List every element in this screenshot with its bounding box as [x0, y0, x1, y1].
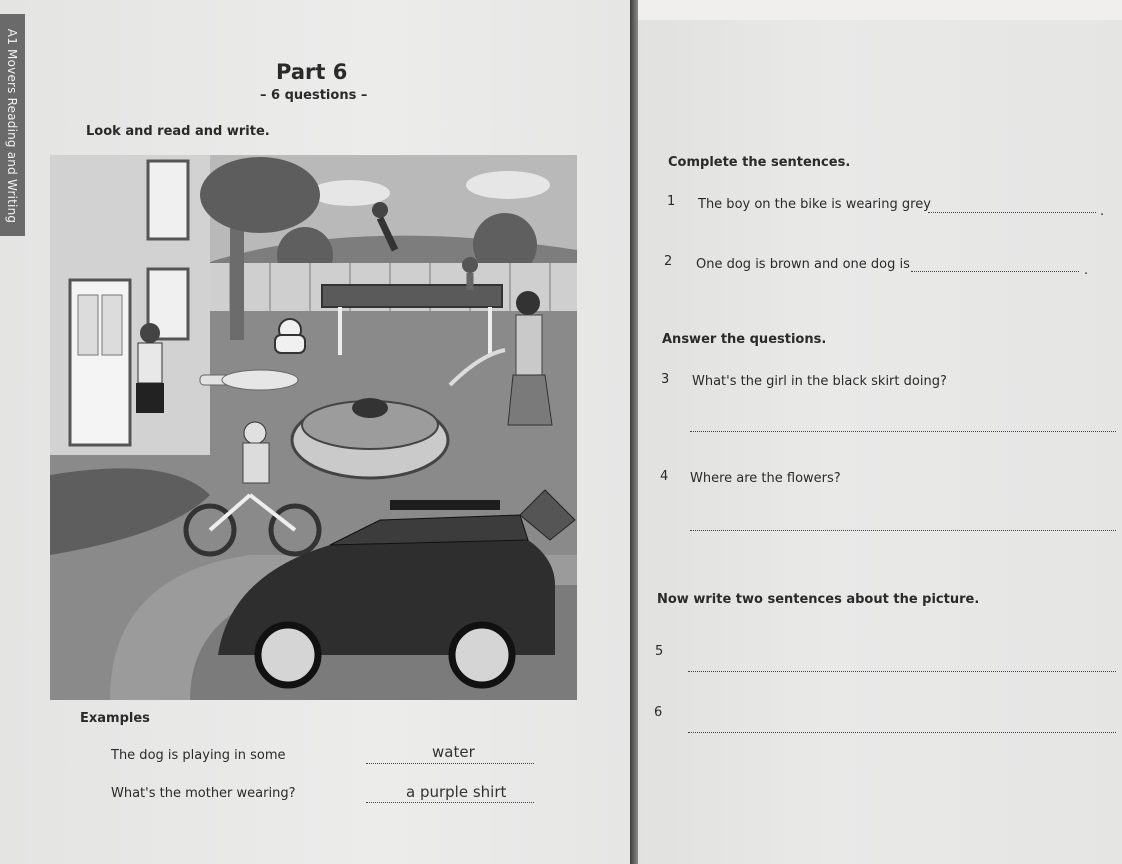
- q4-text: Where are the flowers?: [690, 471, 841, 486]
- part-subtitle: – 6 questions –: [260, 88, 368, 103]
- example-2-answer: a purple shirt: [406, 783, 507, 801]
- page-corner: [636, 0, 1122, 20]
- q3-answer-line[interactable]: [690, 431, 1116, 432]
- section-complete-heading: Complete the sentences.: [668, 155, 851, 170]
- q1-period: .: [1100, 204, 1105, 219]
- q2-number: 2: [664, 254, 673, 269]
- part-title: Part 6: [276, 60, 348, 84]
- q2-period: .: [1084, 263, 1089, 278]
- example-1-question: The dog is playing in some: [111, 748, 286, 763]
- q6-answer-line[interactable]: [688, 732, 1116, 733]
- example-1-answer: water: [432, 743, 475, 761]
- q2-text: One dog is brown and one dog is: [696, 257, 910, 272]
- spine-label: A1 Movers Reading and Writing: [5, 28, 19, 224]
- example-2-question: What's the mother wearing?: [111, 786, 296, 801]
- q1-answer-line[interactable]: [928, 212, 1096, 213]
- q4-answer-line[interactable]: [690, 530, 1116, 531]
- spine-tab: [0, 14, 25, 236]
- section-write-heading: Now write two sentences about the picture.: [657, 592, 980, 607]
- right-page: [636, 0, 1122, 864]
- examples-heading: Examples: [80, 711, 150, 726]
- scene-svg: [50, 155, 577, 700]
- q5-number: 5: [655, 644, 664, 659]
- q6-number: 6: [654, 705, 663, 720]
- q4-number: 4: [660, 469, 669, 484]
- example-2-answer-line: [366, 802, 534, 803]
- q1-number: 1: [667, 194, 676, 209]
- instruction: Look and read and write.: [86, 124, 270, 139]
- q3-text: What's the girl in the black skirt doing?: [692, 374, 947, 389]
- q2-answer-line[interactable]: [911, 271, 1079, 272]
- q1-text: The boy on the bike is wearing grey: [698, 197, 931, 212]
- q5-answer-line[interactable]: [688, 671, 1116, 672]
- example-1-answer-line: [366, 763, 534, 764]
- book-gutter: [630, 0, 638, 864]
- garden-scene-illustration: [50, 155, 577, 700]
- section-answer-heading: Answer the questions.: [662, 332, 827, 347]
- q3-number: 3: [661, 372, 670, 387]
